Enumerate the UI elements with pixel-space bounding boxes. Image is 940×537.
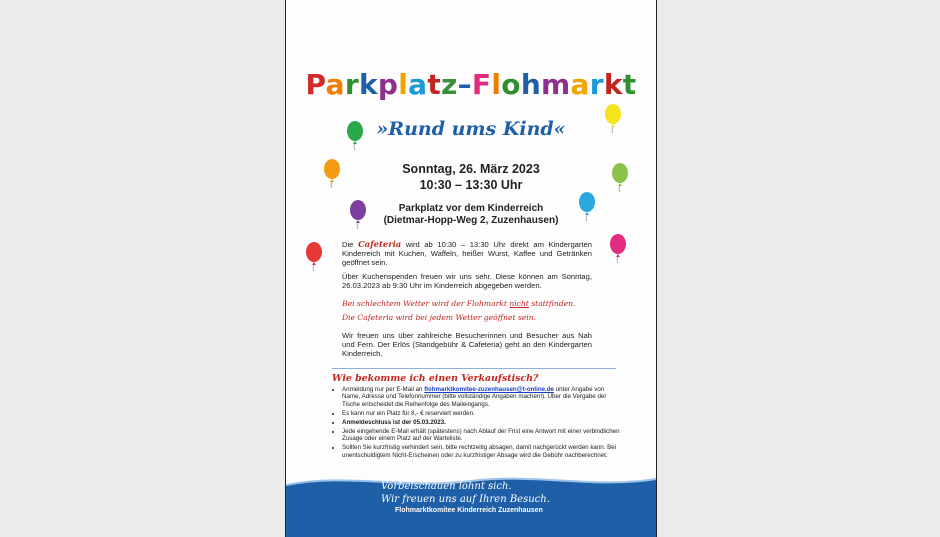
registration-rules-list <box>332 386 620 461</box>
balloon-icon <box>305 242 325 272</box>
title-letter: k <box>358 68 378 101</box>
title-letter: t <box>622 68 637 101</box>
title-letter: F <box>471 68 492 101</box>
balloon-icon <box>578 192 598 222</box>
title-letter: k <box>603 68 623 101</box>
list-item: • Jede eingehende E-Mail erhält (spätestens) nach Ablauf der Frist eine Antwort mit einer verbindlichen Zusage oder einem Platz auf der Warteliste. <box>342 428 620 443</box>
footer-organizer: Flohmarktkomitee Kinderreich Zuzenhausen <box>395 507 543 514</box>
donation-paragraph: Über Kuchenspenden freuen wir uns sehr. Diese können am Sonntag, 26.03.2023 ab 9:30 Uhr im Kinderreich abgegeben werden. <box>342 272 592 290</box>
event-date-day: Sonntag, 26. März 2023 <box>402 162 540 176</box>
title-letter: h <box>520 68 542 101</box>
list-item: • Anmeldung nur per E-Mail an flohmarktkomitee-zuzenhausen@t-online.de unter Angabe von Name, Adresse und Telefonnummer (bitte vollständige Angaben machen!). Über die Vergabe der Tische entscheidet die Reihenfolge des Maileingangs. <box>342 386 620 408</box>
title-letter: o <box>501 68 521 101</box>
flyer-page <box>285 0 657 537</box>
flyer-subtitle: »Rund ums Kind« <box>376 118 566 140</box>
title-letter: l <box>398 68 409 101</box>
title-letter: r <box>344 68 359 101</box>
weather-notice: Bei schlechtem Wetter wird der Flohmarkt nicht stattfinden. <box>342 299 576 308</box>
title-letter: t <box>427 68 441 101</box>
cafeteria-word: Cafeteria <box>357 239 402 249</box>
email-link[interactable]: flohmarktkomitee-zuzenhausen@t-online.de <box>424 386 555 393</box>
balloon-icon <box>611 163 631 193</box>
title-letter: z <box>441 68 458 101</box>
cafeteria-weather-notice: Die Cafeteria wird bei jedem Wetter geöffnet sein. <box>342 313 537 322</box>
list-item: • Sollten Sie kurzfristig verhindert sein, bitte rechtzeitig absagen, damit nachgerückt werden kann. Bei unentschuldigtem Nicht-Erscheinen oder zu kurzfristiger Absage wird die Gebühr nachberechnet. <box>342 444 620 459</box>
title-letter: m <box>541 68 571 101</box>
balloon-icon <box>604 104 624 134</box>
event-time: 10:30 – 13:30 Uhr <box>419 178 523 192</box>
location-name: Parkplatz vor dem Kinderreich <box>398 203 544 214</box>
title-letter: P <box>305 68 326 101</box>
footer-line-1: Vorbeischauen lohnt sich. <box>381 481 512 492</box>
section-divider <box>332 368 616 369</box>
title-letter: p <box>377 68 399 101</box>
list-item: • Es kann nur ein Platz für 8,- € reserviert werden. <box>342 410 620 417</box>
footer-line-2: Wir freuen uns auf Ihren Besuch. <box>381 494 550 505</box>
thanks-paragraph: Wir freuen uns über zahlreiche Besucherinnen und Besucher aus Nah und Fern. Der Erlös (Standgebühr & Cafeteria) geht an den Kindergarten Kinderreich. <box>342 331 592 358</box>
location-address: (Dietmar-Hopp-Weg 2, Zuzenhausen) <box>383 215 559 226</box>
balloon-icon <box>346 121 366 151</box>
title-letter: a <box>408 68 428 101</box>
balloon-icon <box>323 159 343 189</box>
balloon-icon <box>349 200 369 230</box>
cafeteria-paragraph: Die Cafeteria wird ab 10:30 – 13:30 Uhr direkt am Kindergarten Kinderreich mit Kuchen, Waffeln, heißer Wurst, Kaffee und Getränken geöffnet sein. <box>342 239 592 267</box>
flyer-title <box>286 68 656 101</box>
event-location <box>286 203 656 227</box>
title-letter: l <box>491 68 502 101</box>
title-letter: – <box>457 68 472 101</box>
title-letter: a <box>325 68 345 101</box>
sales-table-heading: Wie bekomme ich einen Verkaufstisch? <box>332 373 539 384</box>
title-letter: a <box>570 68 590 101</box>
balloon-icon <box>609 234 629 264</box>
list-item: • Anmeldeschluss ist der 05.03.2023. <box>342 419 620 426</box>
title-letter: r <box>589 68 604 101</box>
